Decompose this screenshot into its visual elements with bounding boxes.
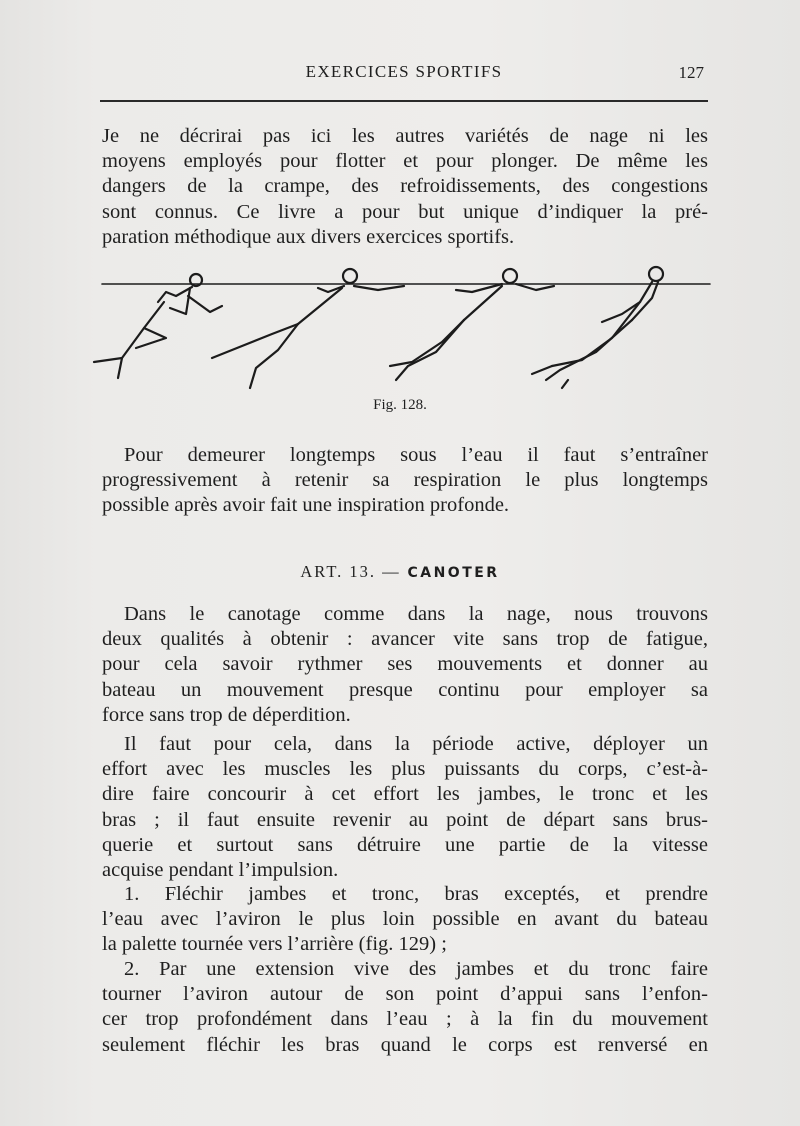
paragraph-breath-holding bbox=[102, 443, 708, 519]
text-line: tourner l’aviron autour de son point d’appui sans l’enfon- bbox=[102, 983, 708, 1006]
text-line: seulement fléchir les bras quand le corps est renversé en bbox=[102, 1033, 708, 1056]
text-line: paration méthodique aux divers exercices sportifs. bbox=[102, 225, 515, 248]
text-line: effort avec les muscles les plus puissants du corps, c’est-à- bbox=[102, 758, 708, 781]
section-heading bbox=[0, 562, 800, 582]
text-line: pour cela savoir rythmer ses mouvements et donner au bbox=[102, 653, 708, 676]
text-line: Dans le canotage comme dans la nage, nous trouvons bbox=[124, 603, 708, 625]
header-rule bbox=[100, 100, 708, 102]
diver-figure-1 bbox=[94, 274, 222, 378]
diver-figure-4 bbox=[532, 267, 663, 388]
text-line: Je ne décrirai pas ici les autres variétés de nage ni les bbox=[102, 125, 708, 147]
text-line: sont connus. Ce livre a pour but unique d’indiquer la pré- bbox=[102, 200, 708, 223]
text-line: moyens employés pour flotter et pour plonger. De même les bbox=[102, 150, 708, 173]
text-line: force sans trop de déperdition. bbox=[102, 703, 351, 726]
paragraph-rowing-effort bbox=[102, 732, 708, 883]
page-number: 127 bbox=[678, 63, 704, 82]
figure-diving-sequence bbox=[92, 262, 716, 392]
text-line: 1. Fléchir jambes et tronc, bras exceptés, et prendre bbox=[124, 883, 708, 905]
article-number: ART. 13. — bbox=[300, 562, 401, 581]
paragraph-swimming-varieties bbox=[102, 124, 708, 250]
running-head bbox=[100, 62, 708, 90]
text-line: 2. Par une extension vive des jambes et du tronc faire bbox=[124, 958, 708, 980]
paragraph-step-2 bbox=[102, 957, 708, 1058]
paragraph-step-1 bbox=[102, 882, 708, 958]
text-line: Pour demeurer longtemps sous l’eau il faut s’entraîner bbox=[124, 444, 708, 466]
text-line: bateau un mouvement presque continu pour employer sa bbox=[102, 678, 708, 701]
text-line: l’eau avec l’aviron le plus loin possible en avant du bateau bbox=[102, 908, 708, 931]
text-line: dire faire concourir à cet effort les jambes, le tronc et les bbox=[102, 783, 708, 806]
text-line: deux qualités à obtenir : avancer vite sans trop de fatigue, bbox=[102, 628, 708, 651]
running-title: EXERCICES SPORTIFS bbox=[305, 62, 503, 81]
text-line: dangers de la crampe, des refroidissements, des congestions bbox=[102, 175, 708, 198]
paragraph-rowing-intro bbox=[102, 602, 708, 728]
text-line: cer trop profondément dans l’eau ; à la fin du mouvement bbox=[102, 1008, 708, 1031]
figure-caption: Fig. 128. bbox=[373, 397, 427, 413]
text-line: bras ; il faut ensuite revenir au point de départ sans brus- bbox=[102, 808, 708, 831]
text-line: possible après avoir fait une inspiration profonde. bbox=[102, 494, 510, 517]
section-title: CANOTER bbox=[407, 565, 500, 581]
text-line: Il faut pour cela, dans la période active, déployer un bbox=[124, 733, 708, 755]
text-line: la palette tournée vers l’arrière (fig. 129) ; bbox=[102, 933, 447, 956]
diver-figure-2 bbox=[212, 269, 404, 388]
text-line: progressivement à retenir sa respiration le plus longtemps bbox=[102, 469, 708, 492]
text-line: querie et surtout sans détruire une partie de la vitesse bbox=[102, 833, 708, 856]
text-line: acquise pendant l’impulsion. bbox=[102, 859, 339, 882]
diver-figure-3 bbox=[390, 269, 554, 380]
